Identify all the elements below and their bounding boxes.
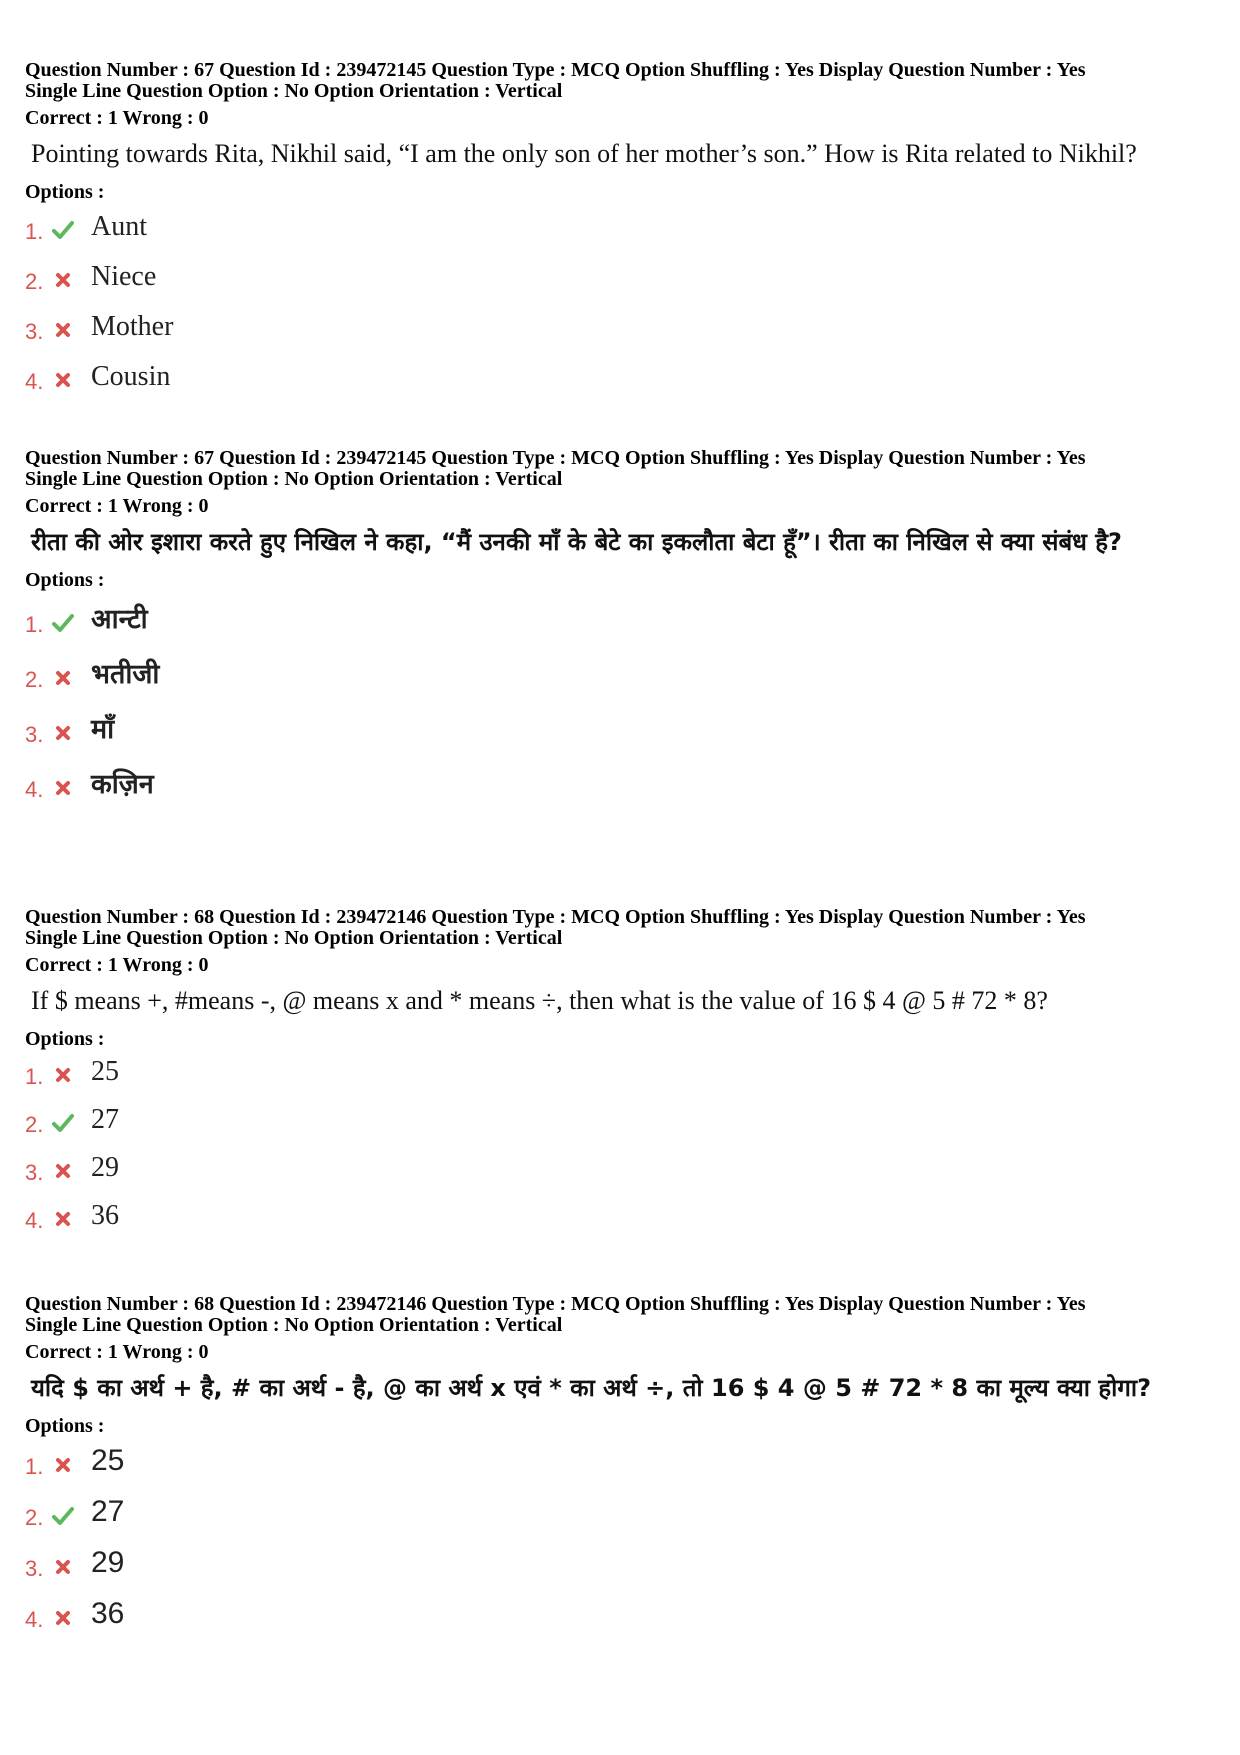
- option-text: 27: [91, 1104, 119, 1135]
- options-label: Options :: [25, 569, 105, 591]
- option-item: [25, 1098, 1220, 1146]
- option-number: 3.: [25, 319, 44, 344]
- meta-line: Single Line Question Option : No Option Orientation : Vertical: [25, 80, 563, 102]
- option-number: 2.: [25, 1505, 44, 1530]
- option-item: [25, 646, 1220, 701]
- option-item: [25, 303, 1220, 353]
- check-icon: [52, 1505, 74, 1527]
- check-icon: [52, 219, 74, 241]
- cross-icon: [52, 319, 74, 341]
- option-text: 29: [91, 1546, 125, 1579]
- option-item: [25, 701, 1220, 756]
- question-block: [25, 60, 1220, 403]
- option-text: Niece: [91, 261, 157, 292]
- options-list: [25, 591, 1220, 811]
- option-number: 4.: [25, 1208, 44, 1233]
- option-number: 4.: [25, 369, 44, 394]
- option-number: 4.: [25, 1607, 44, 1632]
- cross-icon: [52, 722, 74, 744]
- option-text: 29: [91, 1152, 119, 1183]
- option-number: 2.: [25, 269, 44, 294]
- option-number: 3.: [25, 1556, 44, 1581]
- option-item: [25, 1488, 1220, 1539]
- option-item: [25, 1590, 1220, 1641]
- option-text: Aunt: [91, 211, 147, 242]
- option-item: [25, 756, 1220, 811]
- question-block: [25, 448, 1220, 811]
- option-text: 36: [91, 1200, 119, 1231]
- option-text: 25: [91, 1444, 125, 1477]
- options-label: Options :: [25, 1028, 105, 1050]
- question-text: यदि $ का अर्थ + है, # का अर्थ - है, @ का अर्थ x एवं * का अर्थ ÷, तो 16 $ 4 @ 5 # 72 * 8 का मूल्य क्या होगा?: [31, 1374, 1151, 1402]
- options-label: Options :: [25, 181, 105, 203]
- cross-icon: [52, 1607, 74, 1629]
- meta-line: Single Line Question Option : No Option Orientation : Vertical: [25, 927, 563, 949]
- cross-icon: [52, 1556, 74, 1578]
- option-item: [25, 203, 1220, 253]
- option-number: 3.: [25, 1160, 44, 1185]
- cross-icon: [52, 269, 74, 291]
- cross-icon: [52, 667, 74, 689]
- question-meta: [25, 60, 1220, 102]
- cross-icon: [52, 1454, 74, 1476]
- option-item: [25, 1194, 1220, 1242]
- option-item: [25, 353, 1220, 403]
- option-number: 1.: [25, 1454, 44, 1479]
- option-text: Cousin: [91, 361, 171, 392]
- option-text: कज़िन: [91, 769, 154, 800]
- question-text: Pointing towards Rita, Nikhil said, “I am the only son of her mother’s son.” How is Rita related to Nikhil?: [31, 139, 1137, 168]
- cross-icon: [52, 777, 74, 799]
- options-label: Options :: [25, 1415, 105, 1437]
- meta-line: Question Number : 67 Question Id : 239472145 Question Type : MCQ Option Shuffling : Yes Display Question Number : Yes: [25, 59, 1086, 81]
- marking-scheme: Correct : 1 Wrong : 0: [25, 954, 209, 976]
- option-item: [25, 1146, 1220, 1194]
- meta-line: Question Number : 68 Question Id : 239472146 Question Type : MCQ Option Shuffling : Yes Display Question Number : Yes: [25, 906, 1086, 928]
- option-item: [25, 591, 1220, 646]
- option-number: 2.: [25, 667, 44, 692]
- question-block: [25, 1294, 1220, 1641]
- question-meta: [25, 1294, 1220, 1336]
- marking-scheme: Correct : 1 Wrong : 0: [25, 495, 209, 517]
- cross-icon: [52, 1208, 74, 1230]
- option-number: 2.: [25, 1112, 44, 1137]
- option-item: [25, 253, 1220, 303]
- option-text: 25: [91, 1056, 119, 1087]
- cross-icon: [52, 1160, 74, 1182]
- meta-line: Single Line Question Option : No Option Orientation : Vertical: [25, 468, 563, 490]
- meta-line: Question Number : 67 Question Id : 239472145 Question Type : MCQ Option Shuffling : Yes Display Question Number : Yes: [25, 447, 1086, 469]
- options-list: [25, 1437, 1220, 1641]
- question-meta: [25, 448, 1220, 490]
- marking-scheme: Correct : 1 Wrong : 0: [25, 107, 209, 129]
- cross-icon: [52, 1064, 74, 1086]
- meta-line: Single Line Question Option : No Option Orientation : Vertical: [25, 1314, 563, 1336]
- marking-scheme: Correct : 1 Wrong : 0: [25, 1341, 209, 1363]
- option-number: 4.: [25, 777, 44, 802]
- option-number: 1.: [25, 612, 44, 637]
- cross-icon: [52, 369, 74, 391]
- options-list: [25, 203, 1220, 403]
- option-item: [25, 1539, 1220, 1590]
- option-text: माँ: [91, 714, 115, 745]
- question-text: If $ means +, #means -, @ means x and * means ÷, then what is the value of 16 $ 4 @ 5 # 72 * 8?: [31, 986, 1048, 1015]
- question-meta: [25, 907, 1220, 949]
- check-icon: [52, 1112, 74, 1134]
- option-text: आन्टी: [91, 604, 148, 635]
- option-number: 1.: [25, 219, 44, 244]
- option-item: [25, 1050, 1220, 1098]
- options-list: [25, 1050, 1220, 1242]
- question-block: [25, 907, 1220, 1242]
- check-icon: [52, 612, 74, 634]
- option-text: 36: [91, 1597, 125, 1630]
- question-text: रीता की ओर इशारा करते हुए निखिल ने कहा, “मैं उनकी माँ के बेटे का इकलौता बेटा हूँ”। रीता का निखिल से क्या संबंध है?: [31, 528, 1122, 556]
- option-text: भतीजी: [91, 659, 160, 690]
- option-number: 1.: [25, 1064, 44, 1089]
- option-text: 27: [91, 1495, 125, 1528]
- option-number: 3.: [25, 722, 44, 747]
- meta-line: Question Number : 68 Question Id : 239472146 Question Type : MCQ Option Shuffling : Yes Display Question Number : Yes: [25, 1293, 1086, 1315]
- option-item: [25, 1437, 1220, 1488]
- option-text: Mother: [91, 311, 174, 342]
